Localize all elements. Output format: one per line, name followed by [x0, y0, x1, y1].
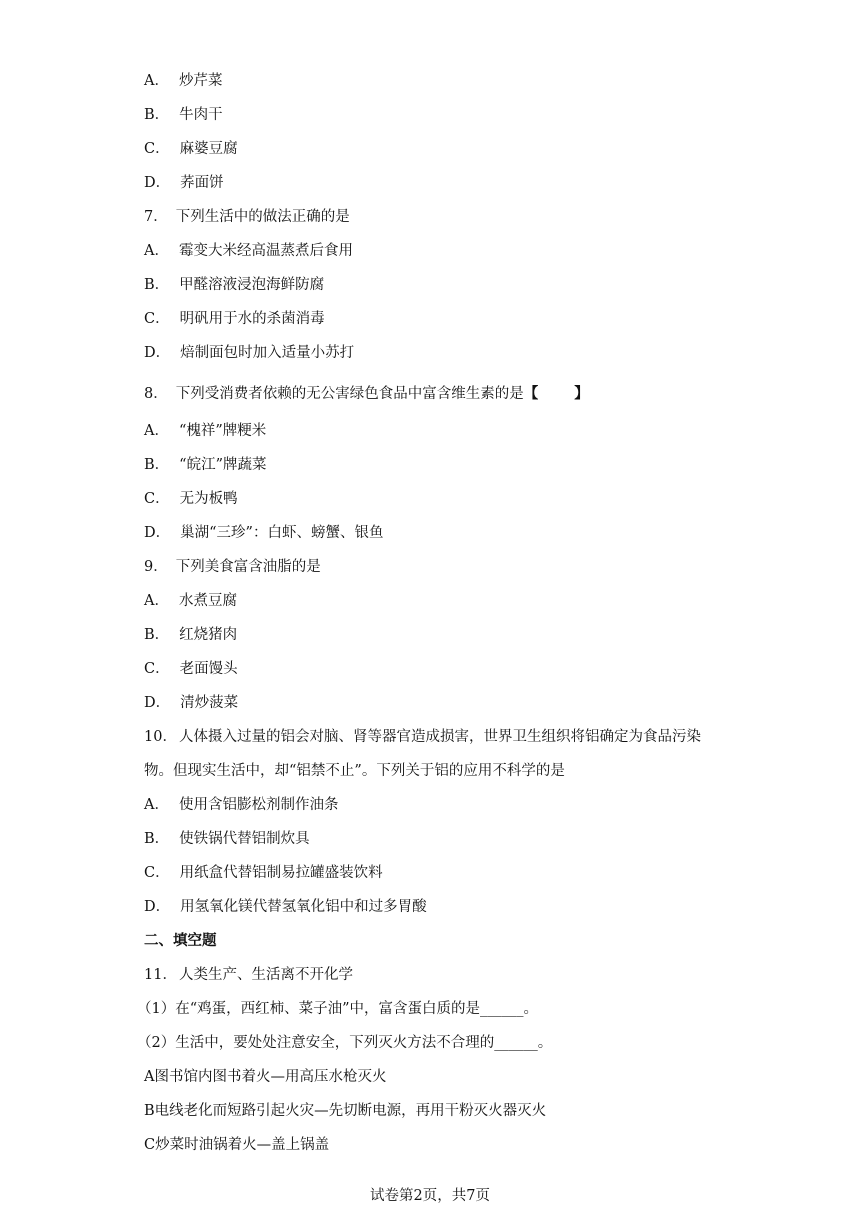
question-number: 9．: [144, 559, 168, 575]
option-letter: D．: [144, 525, 171, 541]
q6-option-c: [144, 139, 238, 159]
option-text: 巢湖“三珍”：白虾、螃蟹、银鱼: [180, 525, 384, 541]
q11-choice-c: C炒菜时油锅着火—盖上锅盖: [144, 1137, 330, 1153]
q10-option-b: [144, 829, 310, 849]
q8-option-c: [144, 489, 238, 509]
question-number: 10．: [144, 729, 177, 745]
option-text: 用纸盒代替铝制易拉罐盛装饮料: [179, 865, 383, 881]
option-text: 荞面饼: [180, 175, 224, 191]
option-letter: C．: [144, 141, 170, 157]
question-text-continued: 物。但现实生活中，却“铝禁不止”。下列关于铝的应用不科学的是: [144, 763, 565, 779]
option-text: 炒芹菜: [178, 73, 223, 89]
option-letter: D．: [144, 695, 171, 711]
option-letter: C．: [144, 491, 170, 507]
option-text: 牛肉干: [179, 107, 223, 123]
option-text: 清炒菠菜: [180, 695, 239, 711]
option-letter: A．: [144, 73, 169, 89]
question-text: 下列受消费者依赖的无公害绿色食品中富含维生素的是: [175, 386, 524, 402]
option-letter: A．: [144, 243, 169, 259]
q10-stem-line1: [144, 727, 701, 747]
option-letter: A．: [144, 593, 169, 609]
option-letter: C．: [144, 865, 170, 881]
option-letter: B．: [144, 457, 170, 473]
q8-option-b: [144, 455, 266, 475]
option-text: 甲醛溶液浸泡海鲜防腐: [179, 277, 325, 293]
option-letter: A．: [144, 423, 169, 439]
q10-option-d: [144, 897, 427, 917]
q9-option-b: [144, 625, 237, 645]
q7-stem: [144, 207, 350, 227]
q9-option-a: [144, 591, 237, 611]
q8-stem: [144, 384, 589, 404]
option-text: 老面馒头: [179, 661, 238, 677]
option-text: 无为板鸭: [179, 491, 238, 507]
q6-option-a: [144, 71, 222, 91]
q11-sub1: （1）在“鸡蛋，西红柿、菜子油”中，富含蛋白质的是______。: [137, 1001, 539, 1017]
option-letter: B．: [144, 277, 170, 293]
q11-stem: [144, 965, 353, 985]
option-text: 麻婆豆腐: [179, 141, 238, 157]
question-text: 人类生产、生活离不开化学: [178, 967, 353, 983]
option-text: 水煮豆腐: [178, 593, 237, 609]
q11-sub2: （2）生活中，要处处注意安全，下列灭火方法不合理的______。: [137, 1035, 553, 1051]
option-text: 霉变大米经高温蒸煮后食用: [178, 243, 353, 259]
q10-stem-line2: [144, 761, 565, 781]
option-text: 使用含铝膨松剂制作油条: [178, 797, 339, 813]
answer-bracket-open: 【: [523, 385, 539, 402]
option-text: 用氢氧化镁代替氢氧化铝中和过多胃酸: [180, 899, 427, 915]
q9-stem: [144, 557, 321, 577]
question-number: 7．: [144, 209, 168, 225]
option-letter: B．: [144, 831, 170, 847]
q7-option-c: [144, 309, 325, 329]
option-letter: C．: [144, 661, 170, 677]
option-text: 红烧猪肉: [179, 627, 238, 643]
option-letter: C．: [144, 311, 170, 327]
q9-option-c: [144, 659, 238, 679]
q6-option-b: [144, 105, 223, 125]
q11-choice-b: B电线老化而短路引起火灾—先切断电源，再用干粉灭火器灭火: [144, 1103, 547, 1119]
option-text: 焙制面包时加入适量小苏打: [180, 345, 355, 361]
option-letter: D．: [144, 345, 171, 361]
q7-option-a: [144, 241, 353, 261]
option-letter: A．: [144, 797, 169, 813]
page-footer: 试卷第2页，共7页: [370, 1188, 490, 1204]
option-letter: B．: [144, 107, 170, 123]
q11-choice-a: A图书馆内图书着火—用高压水枪灭火: [144, 1069, 387, 1085]
option-letter: D．: [144, 899, 171, 915]
question-text: 人体摄入过量的铝会对脑、肾等器官造成损害，世界卫生组织将铝确定为食品污染: [178, 729, 701, 745]
q9-option-d: [144, 693, 238, 713]
q7-option-b: [144, 275, 324, 295]
q10-option-c: [144, 863, 383, 883]
q8-option-a: [144, 421, 266, 441]
question-text: 下列美食富含油脂的是: [175, 559, 321, 575]
q6-option-d: [144, 173, 224, 193]
question-number: 8．: [144, 386, 168, 402]
option-letter: D．: [144, 175, 171, 191]
option-letter: B．: [144, 627, 170, 643]
q7-option-d: [144, 343, 354, 363]
option-text: “槐祥”牌粳米: [178, 423, 267, 439]
q10-option-a: [144, 795, 338, 815]
option-text: 明矾用于水的杀菌消毒: [179, 311, 325, 327]
option-text: “皖江”牌蔬菜: [179, 457, 267, 473]
option-text: 使铁锅代替铝制炊具: [179, 831, 310, 847]
question-number: 11．: [144, 967, 177, 983]
section-title: 二、填空题: [144, 933, 217, 949]
answer-bracket-close: 】: [574, 385, 589, 402]
q8-option-d: [144, 523, 383, 543]
question-text: 下列生活中的做法正确的是: [175, 209, 350, 225]
